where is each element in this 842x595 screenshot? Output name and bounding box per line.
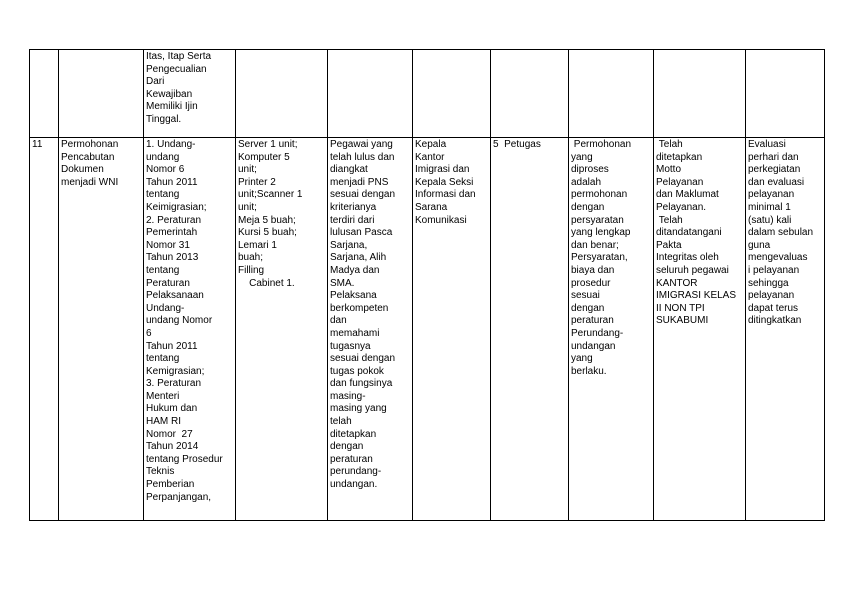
service-standard-table xyxy=(29,49,825,521)
cell-evaluation: Evaluasi perhari dan perkegiatan dan evaluasi pelayanan minimal 1 (satu) kali dalam sebulan guna mengevaluas i pelayanan sehingga pelayanan dapat terus ditingkatkan xyxy=(746,138,825,521)
cell-competence xyxy=(328,50,413,138)
cell-evaluation xyxy=(746,50,825,138)
cell-service xyxy=(59,50,144,138)
cell-legal-basis: Itas, Itap Serta Pengecualian Dari Kewajiban Memiliki Ijin Tinggal. xyxy=(144,50,236,138)
cell-service: Permohonan Pencabutan Dokumen menjadi WNI xyxy=(59,138,144,521)
cell-supervision xyxy=(413,50,491,138)
cell-facilities: Server 1 unit; Komputer 5 unit; Printer 2 unit;Scanner 1 unit; Meja 5 buah; Kursi 5 buah; Lemari 1 buah; Filling Cabinet 1. xyxy=(236,138,328,521)
cell-guarantee xyxy=(569,50,654,138)
cell-security: Telah ditetapkan Motto Pelayanan dan Maklumat Pelayanan. Telah ditandatangani Pakta Integritas oleh seluruh pegawai KANTOR IMIGRASI KELAS II NON TPI SUKABUMI xyxy=(654,138,746,521)
cell-facilities xyxy=(236,50,328,138)
cell-staff: 5 Petugas xyxy=(491,138,569,521)
table-row xyxy=(30,50,825,138)
cell-guarantee: Permohonan yang diproses adalah permohonan dengan persyaratan yang lengkap dan benar; Persyaratan, biaya dan prosedur sesuai dengan peraturan Perundang- undangan yang berlaku. xyxy=(569,138,654,521)
table-row xyxy=(30,138,825,521)
cell-staff xyxy=(491,50,569,138)
cell-supervision: Kepala Kantor Imigrasi dan Kepala Seksi Informasi dan Sarana Komunikasi xyxy=(413,138,491,521)
cell-legal-basis: 1. Undang- undang Nomor 6 Tahun 2011 tentang Keimigrasian; 2. Peraturan Pemerintah Nomor 31 Tahun 2013 tentang Peraturan Pelaksanaan Undang- undang Nomor 6 Tahun 2011 tentang Kemigrasian; 3. Peraturan Menteri Hukum dan HAM RI Nomor 27 Tahun 2014 tentang Prosedur Teknis Pemberian Perpanjangan, xyxy=(144,138,236,521)
cell-competence: Pegawai yang telah lulus dan diangkat menjadi PNS sesuai dengan kriterianya terdiri dari lulusan Pasca Sarjana, Sarjana, Alih Madya dan SMA. Pelaksana berkompeten dan memahami tugasnya sesuai dengan tugas pokok dan fungsinya masing- masing yang telah ditetapkan dengan peraturan perundang- undangan. xyxy=(328,138,413,521)
cell-security xyxy=(654,50,746,138)
cell-number: 11 xyxy=(30,138,59,521)
cell-number xyxy=(30,50,59,138)
